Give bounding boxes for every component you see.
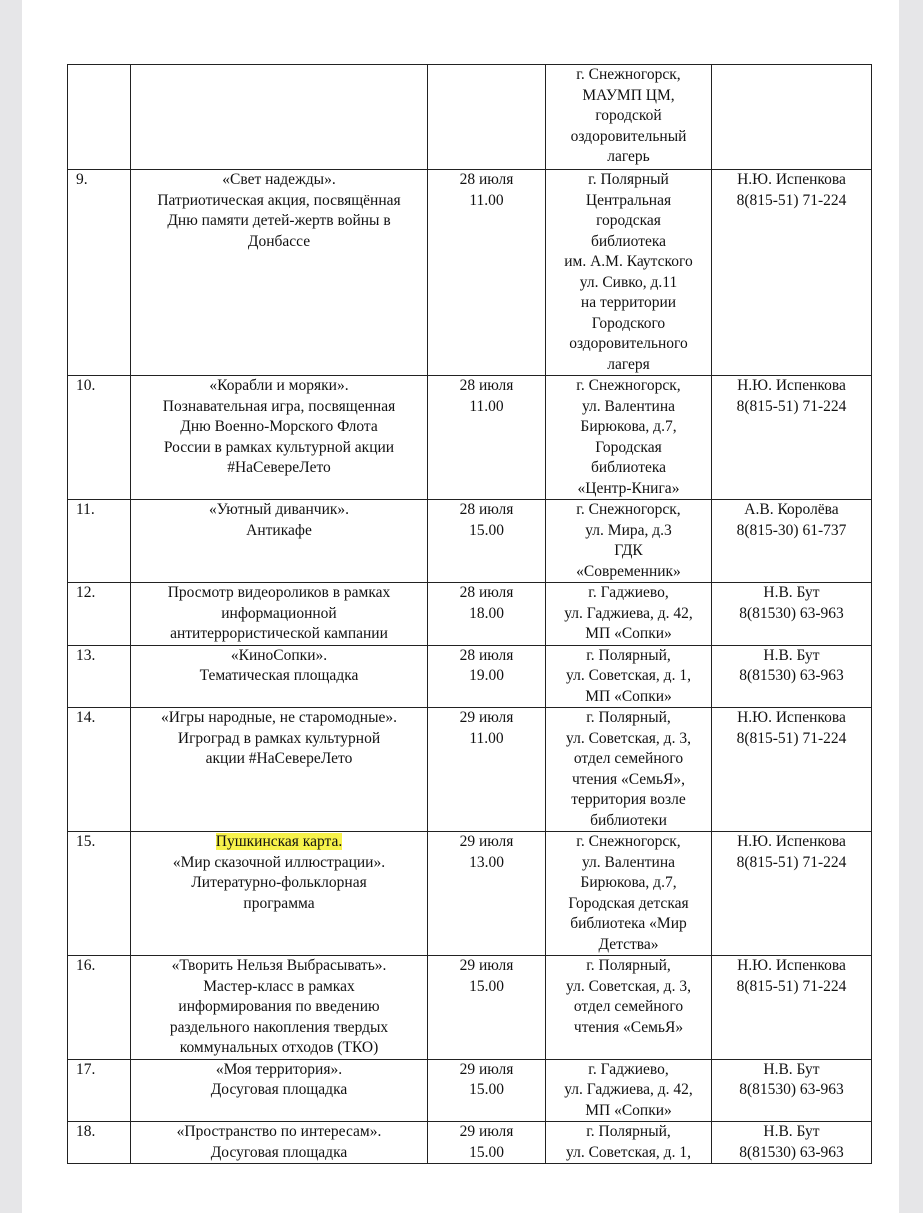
place-line: городской bbox=[595, 107, 662, 124]
contact-line: 8(815-51) 71-224 bbox=[736, 397, 847, 415]
contact-cell bbox=[712, 1122, 872, 1164]
highlighted-text: Пушкинская карта. bbox=[215, 833, 343, 850]
place-line: г. Гаджиево, bbox=[588, 584, 669, 601]
contact-line: 8(81530) 63-963 bbox=[739, 1143, 844, 1161]
place-line: г. Полярный, bbox=[586, 709, 671, 726]
place-line: библиотеки bbox=[590, 811, 667, 829]
event-cell bbox=[131, 708, 428, 832]
place-line: г. Снежногорск, bbox=[576, 377, 681, 394]
place-cell bbox=[546, 500, 712, 583]
event-line: Дню Военно-Морского Флота bbox=[180, 418, 378, 435]
event-line: «Творить Нельзя Выбрасывать». bbox=[171, 957, 387, 974]
place-line: ул. Советская, д. 3, bbox=[566, 729, 691, 747]
table-row bbox=[68, 500, 872, 583]
place-line: территория возле bbox=[571, 791, 686, 808]
place-line: г. Снежногорск, bbox=[576, 833, 681, 850]
contact-line: 8(81530) 63-963 bbox=[739, 667, 844, 684]
table-row bbox=[68, 708, 872, 832]
place-cell bbox=[546, 1122, 712, 1164]
place-line: оздоровительный bbox=[570, 127, 687, 145]
time-line: 18.00 bbox=[469, 604, 504, 622]
row-number-cell bbox=[68, 832, 131, 956]
event-cell bbox=[131, 500, 428, 583]
row-number-cell bbox=[68, 1122, 131, 1164]
time-cell bbox=[428, 583, 546, 646]
event-line: «Мир сказочной иллюстрации». bbox=[172, 853, 386, 871]
place-line: г. Полярный, bbox=[586, 646, 671, 664]
contact-line: 8(81530) 63-963 bbox=[739, 1081, 844, 1098]
row-number: 17. bbox=[76, 1060, 96, 1078]
place-cell bbox=[546, 170, 712, 376]
event-line: программа bbox=[243, 894, 315, 912]
event-line: «Уютный диванчик». bbox=[208, 501, 350, 518]
events-table bbox=[67, 64, 872, 1164]
place-cell bbox=[546, 708, 712, 832]
event-cell bbox=[131, 1059, 428, 1122]
event-line: Познавательная игра, посвященная bbox=[162, 397, 396, 415]
event-cell bbox=[131, 645, 428, 708]
event-line: раздельного накопления твердых bbox=[169, 1018, 389, 1036]
time-line: 28 июля bbox=[459, 584, 514, 601]
time-line: 29 июля bbox=[459, 709, 514, 726]
place-line: Городская детская bbox=[568, 894, 689, 912]
event-line: России в рамках культурной акции bbox=[163, 438, 395, 456]
place-line: ул. Сивко, д.11 bbox=[579, 273, 678, 291]
contact-cell bbox=[712, 583, 872, 646]
event-line: Мастер-класс в рамках bbox=[203, 977, 355, 995]
time-line: 28 июля bbox=[459, 646, 514, 664]
event-line: «Свет надежды». bbox=[222, 171, 336, 188]
event-line: «Игры народные, не старомодные». bbox=[161, 709, 397, 726]
event-line: Патриотическая акция, посвящённая bbox=[157, 191, 401, 209]
place-line: им. А.М. Каутского bbox=[564, 253, 693, 270]
contact-line: 8(815-51) 71-224 bbox=[736, 191, 847, 209]
place-line: ул. Советская, д. 3, bbox=[566, 977, 691, 995]
table-row bbox=[68, 956, 872, 1060]
row-number: 11. bbox=[76, 501, 95, 518]
time-cell bbox=[428, 832, 546, 956]
table-row bbox=[68, 170, 872, 376]
contact-line: Н.Ю. Испенкова bbox=[737, 833, 846, 850]
row-number-cell bbox=[68, 1059, 131, 1122]
time-line: 28 июля bbox=[459, 377, 514, 394]
event-cell bbox=[131, 170, 428, 376]
place-cell bbox=[546, 956, 712, 1060]
table-row bbox=[68, 645, 872, 708]
event-cell bbox=[131, 583, 428, 646]
place-line: «Центр-Книга» bbox=[577, 479, 680, 497]
place-line: ГДК bbox=[614, 542, 643, 559]
row-number: 9. bbox=[76, 171, 88, 188]
place-line: чтения «СемьЯ», bbox=[571, 770, 686, 788]
table-row bbox=[68, 583, 872, 646]
place-line: г. Полярный, bbox=[586, 957, 671, 974]
place-line: МП «Сопки» bbox=[585, 687, 672, 705]
place-line: Бирюкова, д.7, bbox=[580, 874, 677, 891]
row-number-cell bbox=[68, 708, 131, 832]
place-line: «Современник» bbox=[576, 562, 681, 580]
time-cell bbox=[428, 65, 546, 170]
contact-cell bbox=[712, 645, 872, 708]
place-line: библиотека «Мир bbox=[570, 915, 687, 932]
row-number-cell bbox=[68, 376, 131, 500]
contact-cell bbox=[712, 170, 872, 376]
time-line: 13.00 bbox=[469, 853, 504, 871]
row-number-cell bbox=[68, 583, 131, 646]
event-line: Досуговая площадка bbox=[210, 1081, 348, 1098]
contact-line: 8(815-51) 71-224 bbox=[736, 729, 847, 747]
time-cell bbox=[428, 170, 546, 376]
event-line: информационной bbox=[221, 604, 337, 622]
event-cell bbox=[131, 1122, 428, 1164]
time-cell bbox=[428, 500, 546, 583]
event-line: Литературно-фольклорная bbox=[191, 874, 367, 891]
contact-line: Н.Ю. Испенкова bbox=[737, 957, 846, 974]
time-line: 15.00 bbox=[469, 977, 504, 995]
event-line: «Пространство по интересам». bbox=[176, 1123, 382, 1140]
contact-line: 8(815-51) 71-224 bbox=[736, 977, 847, 995]
row-number-cell bbox=[68, 500, 131, 583]
place-line: МАУМП ЦМ, bbox=[582, 86, 675, 104]
row-number: 10. bbox=[76, 377, 96, 394]
place-line: отдел семейного bbox=[573, 750, 684, 767]
contact-line: Н.В. Бут bbox=[763, 1123, 820, 1140]
event-line: Дню памяти детей-жертв войны в bbox=[167, 212, 391, 229]
row-number: 12. bbox=[76, 584, 96, 601]
event-line: #НаСевереЛето bbox=[227, 459, 331, 476]
event-line: «КиноСопки». bbox=[230, 646, 328, 664]
time-line: 11.00 bbox=[469, 191, 504, 209]
time-line: 29 июля bbox=[459, 1060, 514, 1078]
place-line: Бирюкова, д.7, bbox=[580, 418, 677, 435]
time-line: 19.00 bbox=[469, 667, 504, 684]
place-line: ул. Гаджиева, д. 42, bbox=[564, 604, 693, 622]
place-line: Городского bbox=[591, 314, 666, 332]
place-line: г. Гаджиево, bbox=[588, 1060, 669, 1078]
event-cell bbox=[131, 832, 428, 956]
event-highlight bbox=[134, 832, 424, 853]
place-line: оздоровительного bbox=[569, 335, 688, 352]
row-number-cell bbox=[68, 170, 131, 376]
place-cell bbox=[546, 832, 712, 956]
place-cell bbox=[546, 645, 712, 708]
time-line: 28 июля bbox=[459, 171, 514, 188]
event-line: антитеррористической кампании bbox=[170, 625, 388, 642]
contact-cell bbox=[712, 956, 872, 1060]
place-line: библиотека bbox=[590, 459, 667, 476]
time-line: 15.00 bbox=[469, 1081, 504, 1098]
event-cell bbox=[131, 65, 428, 170]
place-line: Центральная bbox=[585, 191, 672, 209]
row-number: 15. bbox=[76, 833, 96, 850]
place-line: на территории bbox=[580, 294, 677, 311]
contact-cell bbox=[712, 376, 872, 500]
place-line: г. Полярный bbox=[588, 171, 669, 188]
row-number-cell bbox=[68, 645, 131, 708]
row-number-cell bbox=[68, 956, 131, 1060]
time-line: 15.00 bbox=[469, 1143, 504, 1161]
place-line: г. Снежногорск, bbox=[576, 501, 681, 518]
time-line: 15.00 bbox=[469, 521, 504, 539]
place-line: г. Снежногорск, bbox=[576, 66, 681, 83]
contact-line: Н.Ю. Испенкова bbox=[737, 171, 846, 188]
time-cell bbox=[428, 956, 546, 1060]
contact-line: А.В. Королёва bbox=[744, 501, 839, 518]
place-line: лагерь bbox=[607, 148, 650, 165]
place-line: библиотека bbox=[590, 232, 667, 250]
place-line: МП «Сопки» bbox=[585, 625, 672, 642]
contact-cell bbox=[712, 832, 872, 956]
place-cell bbox=[546, 65, 712, 170]
event-line: Тематическая площадка bbox=[199, 667, 359, 684]
row-number: 13. bbox=[76, 646, 96, 664]
place-line: чтения «СемьЯ» bbox=[573, 1018, 684, 1036]
contact-cell bbox=[712, 708, 872, 832]
event-cell bbox=[131, 956, 428, 1060]
event-line: Просмотр видеороликов в рамках bbox=[167, 584, 391, 601]
event-line: Досуговая площадка bbox=[210, 1143, 348, 1161]
contact-line: Н.Ю. Испенкова bbox=[737, 377, 846, 394]
event-line: акции #НаСевереЛето bbox=[205, 750, 353, 767]
table-row bbox=[68, 65, 872, 170]
place-line: ул. Валентина bbox=[581, 853, 676, 871]
place-line: Городская bbox=[595, 438, 662, 456]
row-number: 18. bbox=[76, 1123, 96, 1140]
place-cell bbox=[546, 583, 712, 646]
place-line: г. Полярный, bbox=[586, 1123, 671, 1140]
place-line: ул. Советская, д. 1, bbox=[566, 667, 691, 684]
contact-cell bbox=[712, 1059, 872, 1122]
contact-line: Н.Ю. Испенкова bbox=[737, 709, 846, 726]
contact-line: Н.В. Бут bbox=[763, 1060, 820, 1078]
table-row bbox=[68, 376, 872, 500]
contact-line: Н.В. Бут bbox=[763, 584, 820, 601]
contact-line: 8(81530) 63-963 bbox=[739, 604, 844, 622]
place-line: лагеря bbox=[607, 355, 650, 373]
place-line: ул. Валентина bbox=[581, 397, 676, 415]
time-cell bbox=[428, 645, 546, 708]
place-line: отдел семейного bbox=[573, 998, 684, 1015]
event-line: Донбассе bbox=[247, 232, 311, 250]
event-line: «Моя территория». bbox=[215, 1060, 343, 1078]
time-line: 28 июля bbox=[459, 501, 514, 518]
event-line: Игроград в рамках культурной bbox=[177, 729, 381, 747]
row-number: 14. bbox=[76, 709, 96, 726]
time-cell bbox=[428, 376, 546, 500]
events-table-body bbox=[68, 65, 872, 1164]
contact-line: 8(815-51) 71-224 bbox=[736, 853, 847, 871]
event-line: информирования по введению bbox=[178, 998, 380, 1015]
time-cell bbox=[428, 708, 546, 832]
contact-line: 8(815-30) 61-737 bbox=[736, 521, 847, 539]
place-line: ул. Мира, д.3 bbox=[585, 521, 672, 539]
place-line: городская bbox=[596, 212, 661, 229]
time-cell bbox=[428, 1059, 546, 1122]
table-row bbox=[68, 1122, 872, 1164]
event-line: «Корабли и моряки». bbox=[209, 377, 349, 394]
contact-cell bbox=[712, 500, 872, 583]
table-row bbox=[68, 832, 872, 956]
place-line: МП «Сопки» bbox=[585, 1101, 672, 1119]
time-line: 11.00 bbox=[469, 397, 504, 415]
place-line: ул. Советская, д. 1, bbox=[566, 1143, 691, 1161]
contact-line: Н.В. Бут bbox=[763, 646, 820, 664]
place-cell bbox=[546, 1059, 712, 1122]
place-cell bbox=[546, 376, 712, 500]
table-row bbox=[68, 1059, 872, 1122]
document-page bbox=[22, 0, 899, 1213]
time-line: 11.00 bbox=[469, 729, 504, 747]
time-line: 29 июля bbox=[459, 1123, 514, 1140]
event-cell bbox=[131, 376, 428, 500]
time-cell bbox=[428, 1122, 546, 1164]
row-number-cell bbox=[68, 65, 131, 170]
event-line: коммунальных отходов (ТКО) bbox=[179, 1039, 379, 1056]
place-line: Детства» bbox=[598, 935, 659, 953]
row-number: 16. bbox=[76, 957, 96, 974]
time-line: 29 июля bbox=[459, 833, 514, 850]
time-line: 29 июля bbox=[459, 957, 514, 974]
contact-cell bbox=[712, 65, 872, 170]
place-line: ул. Гаджиева, д. 42, bbox=[564, 1081, 693, 1098]
event-line: Антикафе bbox=[246, 521, 312, 539]
